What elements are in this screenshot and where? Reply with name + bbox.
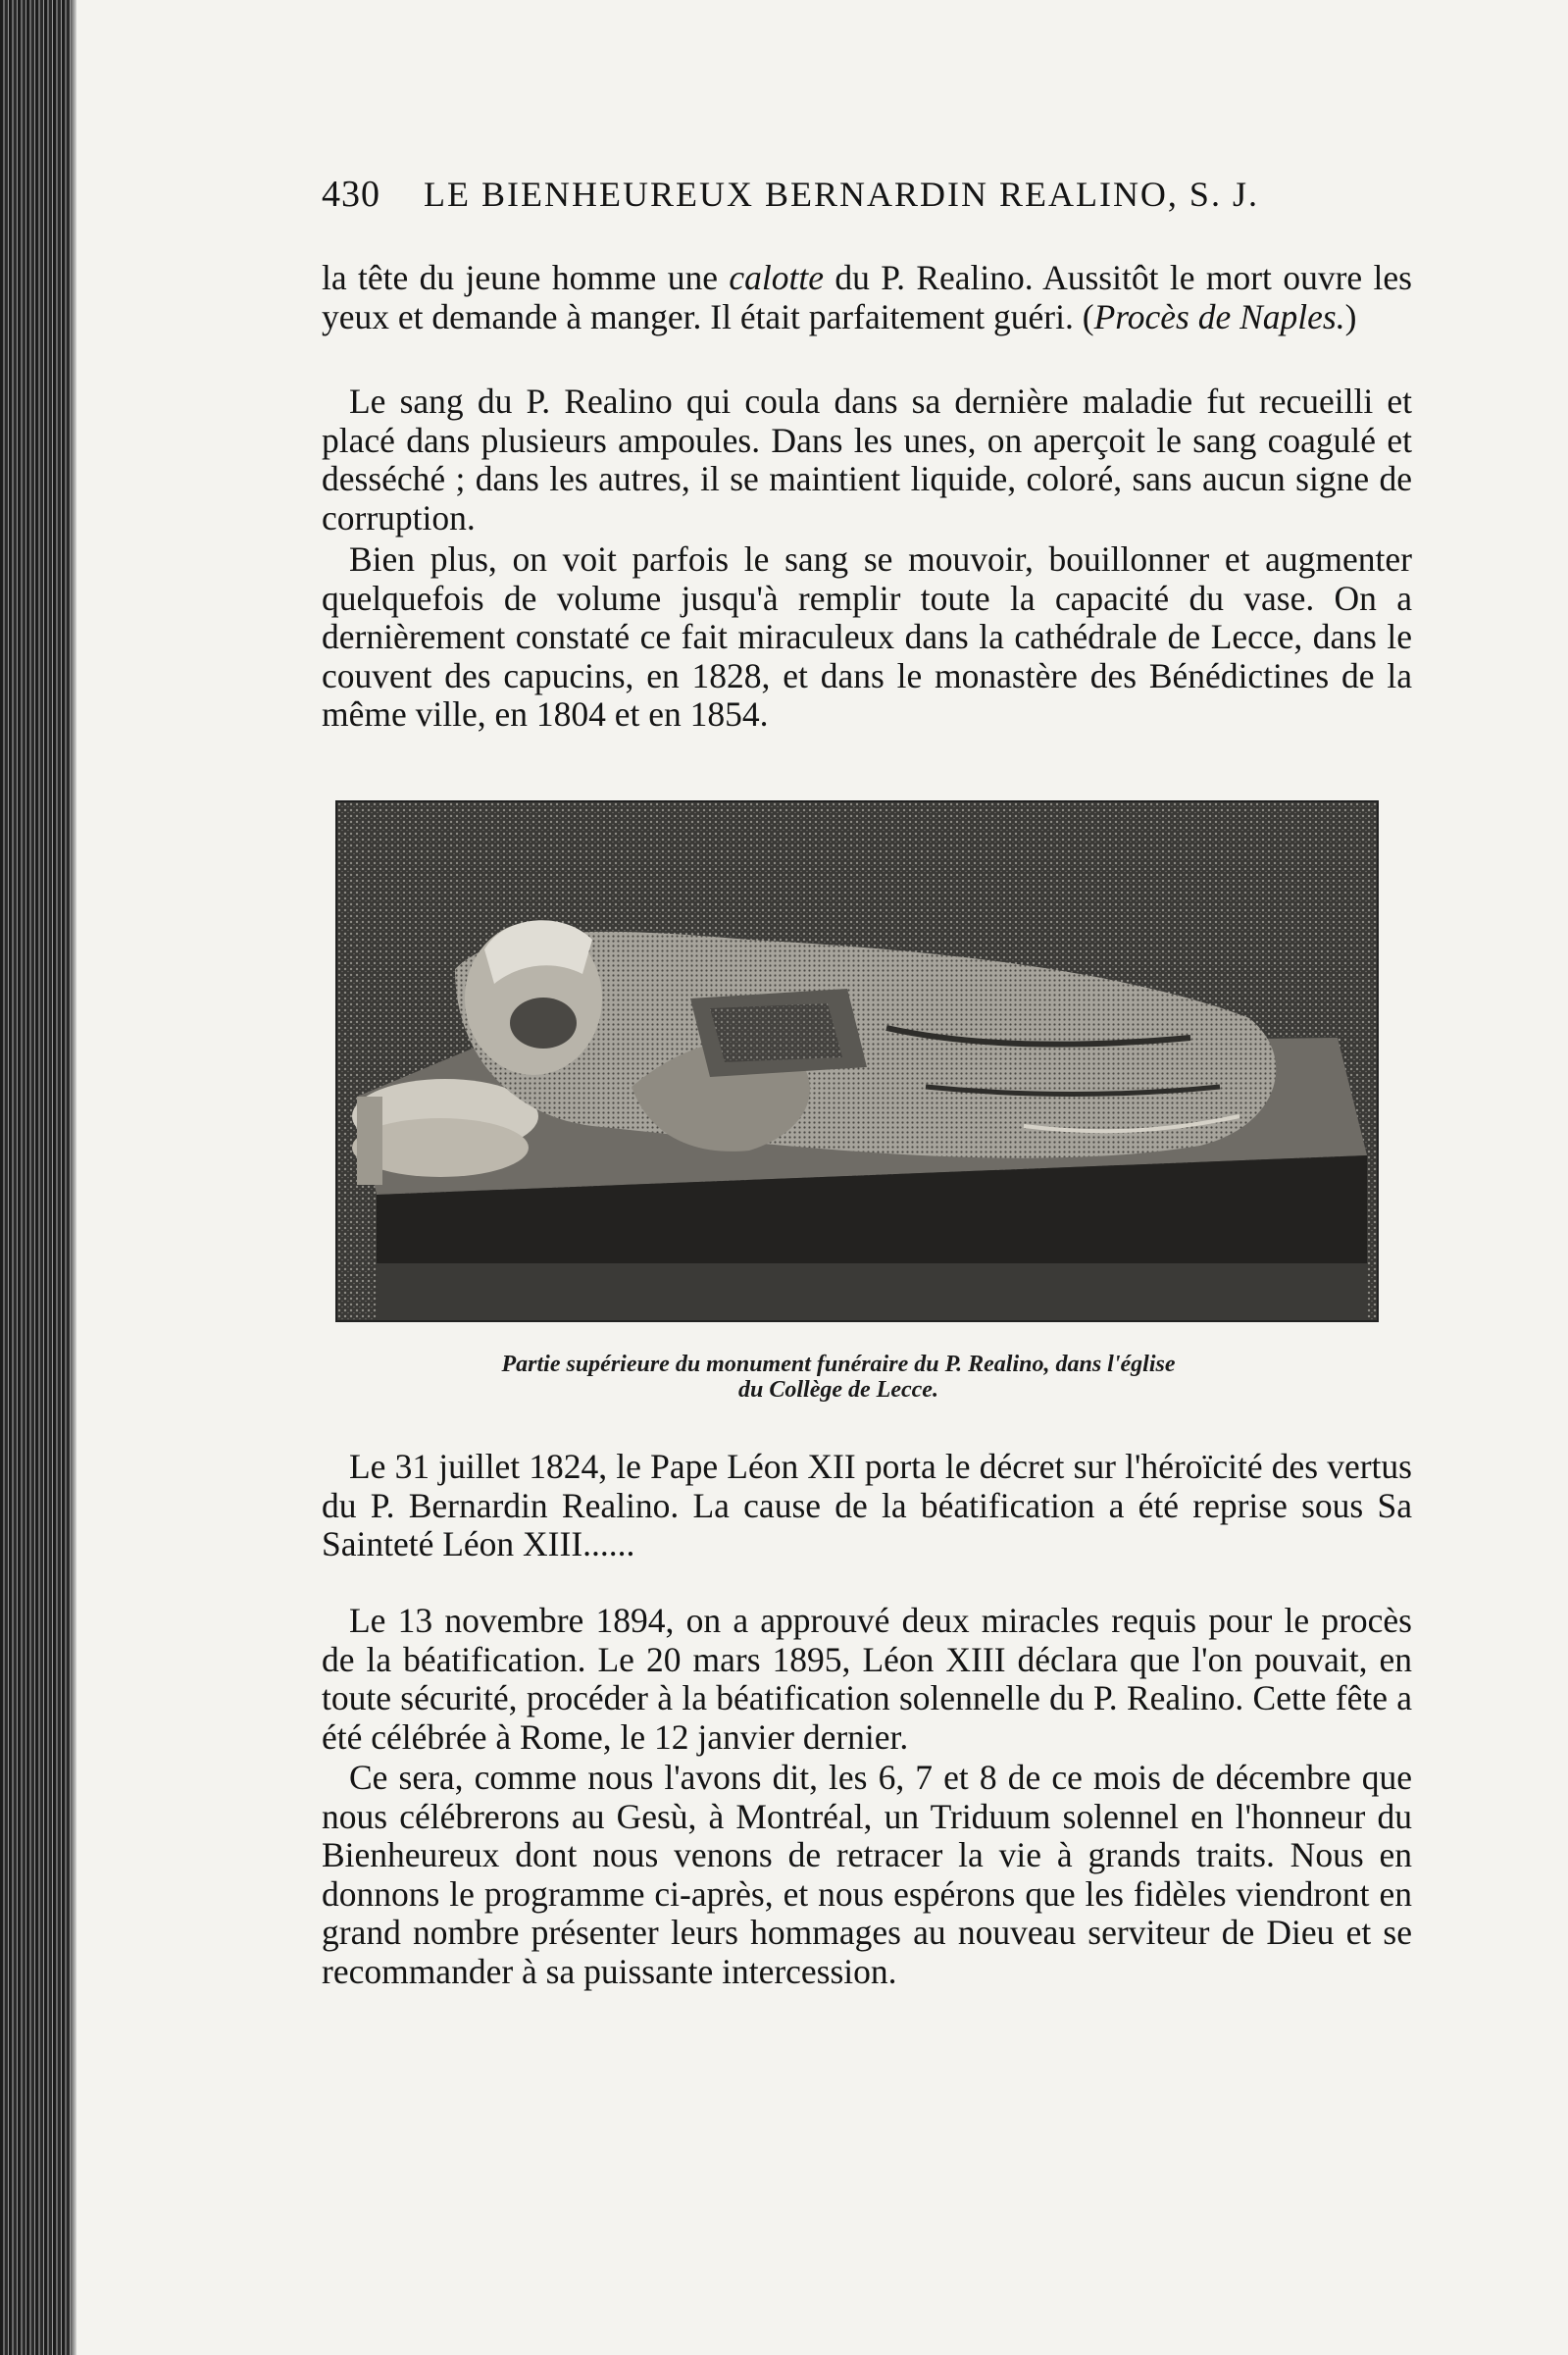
tomb-effigy-photo: [335, 800, 1379, 1322]
page-gutter: [71, 0, 76, 2355]
paragraph-3: Bien plus, on voit parfois le sang se mouvoir, bouillonner et augmenter quelquefois de volume jusqu'à remplir toute la capacité du vase. On a dernièrement constaté ce fait miraculeux dans la cathédrale de Lecce, dans le couvent des capucins, en 1828, et dans le monastère des Bénédictines de la même ville, en 1804 et en 1854.: [322, 539, 1412, 735]
figure-caption: [324, 1352, 1353, 1403]
caption-line-2: du Collège de Lecce.: [738, 1377, 938, 1403]
running-header: [322, 173, 1292, 216]
paragraph-2: Le sang du P. Realino qui coula dans sa dernière maladie fut recueilli et placé dans plusieurs ampoules. Dans les unes, on aperçoit le sang coagulé et desséché ; dans les autres, il se maintient liquide, coloré, sans aucun signe de corruption.: [322, 382, 1412, 538]
paragraph-6: Ce sera, comme nous l'avons dit, les 6, 7 et 8 de ce mois de décembre que nous célébrerons au Gesù, à Montréal, un Triduum solennel en l'honneur du Bienheureux dont nous venons de retracer la vie à grands traits. Nous en donnons le programme ci-après, et nous espérons que les fidèles viendront en grand nombre présenter leurs hommages au nouveau serviteur de Dieu et se recommander à sa puissante intercession.: [322, 1758, 1412, 1991]
caption-line-1: Partie supérieure du monument funéraire du P. Realino, dans l'église: [501, 1352, 1176, 1377]
page-number: 430: [322, 174, 380, 215]
paragraph-1: la tête du jeune homme une calotte du P. Realino. Aussitôt le mort ouvre les yeux et demande à manger. Il était parfaitement guéri. (Procès de Naples.): [322, 258, 1412, 336]
paragraph-5: Le 13 novembre 1894, on a approuvé deux miracles requis pour le procès de la béatification. Le 20 mars 1895, Léon XIII déclara que l'on pouvait, en toute sécurité, procéder à la béatification solennelle du P. Realino. Cette fête a été célébrée à Rome, le 12 janvier dernier.: [322, 1601, 1412, 1757]
paragraph-4: Le 31 juillet 1824, le Pape Léon XII porta le décret sur l'héroïcité des vertus du P. Bernardin Realino. La cause de la béatification a été reprise sous Sa Sainteté Léon XIII......: [322, 1447, 1412, 1564]
italic-calotte: calotte: [729, 258, 824, 297]
italic-source: Procès de Naples.: [1093, 296, 1345, 336]
book-spine: [0, 0, 71, 2355]
running-title: LE BIENHEUREUX BERNARDIN REALINO, S. J.: [424, 175, 1259, 214]
effigy-illustration: [337, 802, 1377, 1320]
